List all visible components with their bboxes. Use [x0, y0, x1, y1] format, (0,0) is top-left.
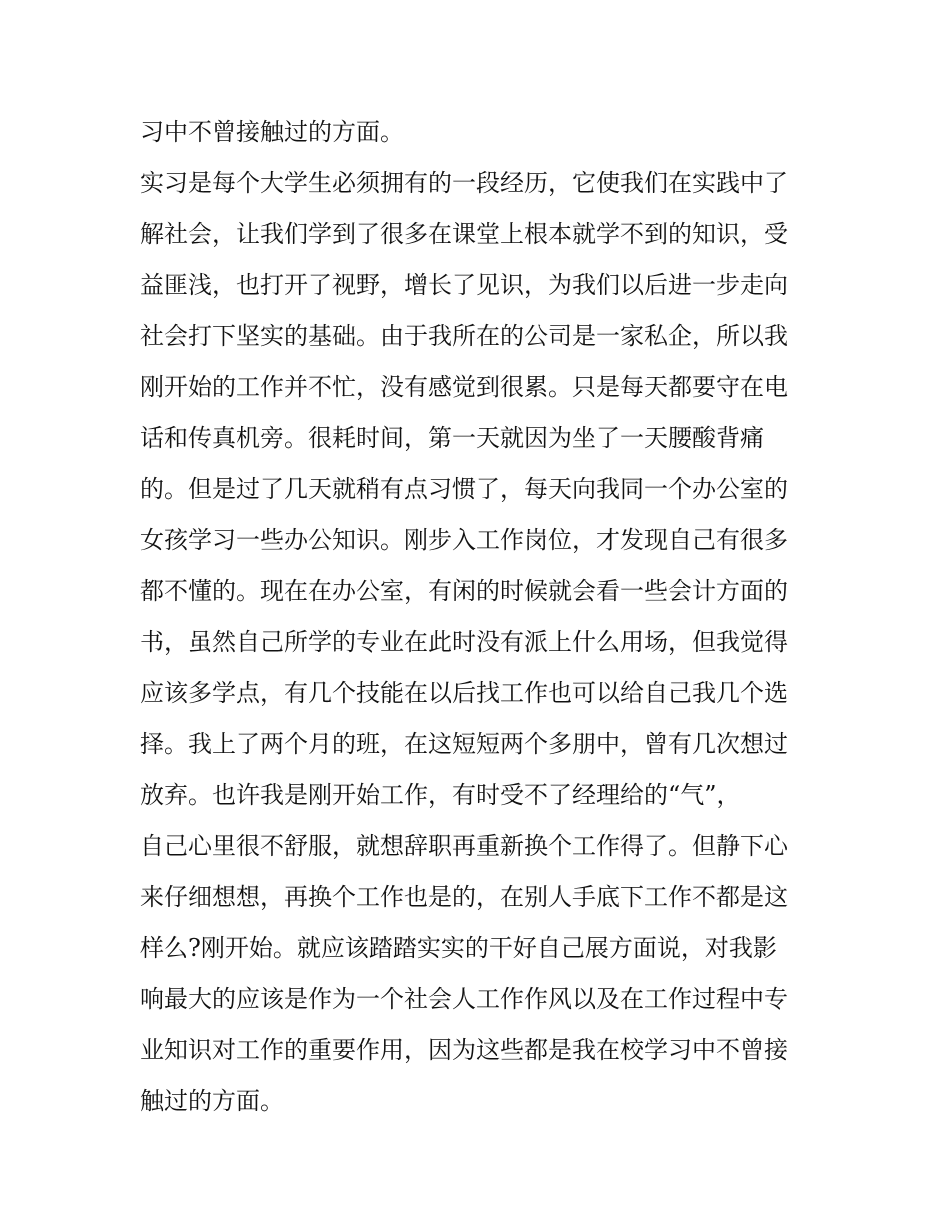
text-line-2: 实习是每个大学生必须拥有的一段经历，它使我们在实践中了	[140, 169, 788, 197]
text-line-7: 话和传真机旁。很耗时间，第一天就因为坐了一天腰酸背痛	[140, 424, 764, 452]
text-line-20: 触过的方面。	[140, 1087, 284, 1115]
text-line-8: 的。但是过了几天就稍有点习惯了，每天向我同一个办公室的	[140, 475, 788, 503]
text-line-18: 响最大的应该是作为一个社会人工作作风以及在工作过程中专	[140, 985, 788, 1013]
text-line-17: 样么?刚开始。就应该踏踏实实的干好自己展方面说，对我影	[140, 934, 777, 962]
text-line-3: 解社会，让我们学到了很多在课堂上根本就学不到的知识，受	[140, 220, 788, 248]
text-line-12: 应该多学点，有几个技能在以后找工作也可以给自己我几个选	[140, 679, 788, 707]
text-line-10: 都不懂的。现在在办公室，有闲的时候就会看一些会计方面的	[140, 577, 788, 605]
text-line-15: 自己心里很不舒服，就想辞职再重新换个工作得了。但静下心	[140, 832, 788, 860]
text-line-1: 习中不曾接触过的方面。	[140, 118, 404, 146]
text-line-13: 择。我上了两个月的班，在这短短两个多朋中，曾有几次想过	[140, 730, 788, 758]
text-line-11: 书，虽然自己所学的专业在此时没有派上什么用场，但我觉得	[140, 628, 788, 656]
text-line-14: 放弃。也许我是刚开始工作，有时受不了经理给的“气”，	[140, 781, 741, 809]
text-line-5: 社会打下坚实的基础。由于我所在的公司是一家私企，所以我	[140, 322, 788, 350]
text-line-19: 业知识对工作的重要作用，因为这些都是我在校学习中不曾接	[140, 1036, 788, 1064]
text-line-9: 女孩学习一些办公知识。刚步入工作岗位，才发现自己有很多	[140, 526, 788, 554]
text-line-6: 刚开始的工作并不忙，没有感觉到很累。只是每天都要守在电	[140, 373, 788, 401]
text-line-16: 来仔细想想，再换个工作也是的，在别人手底下工作不都是这	[140, 883, 788, 911]
body-text	[140, 107, 820, 1127]
text-line-4: 益匪浅，也打开了视野，增长了见识，为我们以后进一步走向	[140, 271, 788, 299]
